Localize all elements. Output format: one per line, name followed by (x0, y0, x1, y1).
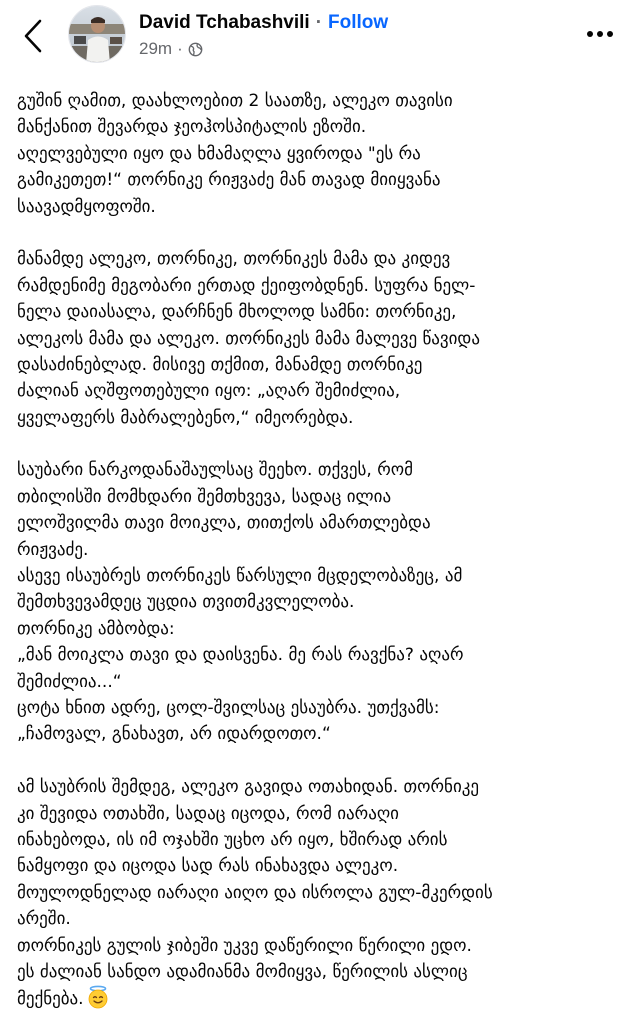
smiling-face-with-halo-icon (86, 985, 110, 1009)
paragraph-gap (17, 748, 622, 774)
text-line: ალეკოს მამა და ალეკო. თორნიკეს მამა მალევე წავიდა (17, 328, 480, 349)
text-line: თბილისში მომხდარი შემთხვევა, სადაც ილია (17, 486, 392, 507)
post-text (17, 88, 622, 1012)
last-text-line (17, 985, 622, 1011)
post-meta (139, 38, 203, 60)
text-line: დასაძინებლად. მისივე თქმით, მანამდე თორნიკე (17, 354, 423, 375)
paragraph-4 (17, 774, 622, 1012)
meta-separator: · (177, 39, 183, 58)
last-line-text: მექნება. (17, 989, 84, 1010)
text-line: გამიკეთეთ!“ თორნიკე რიჟვაძე მან თავად მიიყვანა (17, 170, 441, 191)
text-line: ასევე ისაუბრეს თორნიკეს წარსული მცდელობაზეც, ამ (17, 566, 463, 587)
text-line: ელოშვილმა თავი მოიკლა, თითქოს ამართლებდა (17, 513, 431, 534)
text-line: შემიძლია...“ (17, 671, 122, 692)
back-button[interactable] (16, 16, 50, 56)
text-line: საავადმყოფოში. (17, 196, 156, 217)
text-line: შემთხვევამდეც უცდია თვითმკვლელობა. (17, 592, 355, 613)
author-avatar[interactable] (68, 5, 126, 63)
text-line: ინახებოდა, ის იმ ოჯახში უცხო არ იყო, ხშირად არის (17, 829, 448, 850)
author-name[interactable]: David Tchabashvili (139, 12, 310, 33)
text-line: „მან მოიკლა თავი და დაისვენა. მე რას რავქნა? აღარ (17, 645, 464, 666)
text-line: ნამყოფი და იცოდა სად რას ინახავდა ალეკო. (17, 856, 399, 877)
paragraph-3 (17, 457, 622, 747)
avatar-photo (69, 6, 126, 63)
text-line: ამ საუბრის შემდეგ, ალეკო გავიდა ოთახიდან. თორნიკე (17, 777, 480, 798)
text-line: მანქანით შევარდა ჯეოჰოსპიტალის ეზოში. (17, 117, 367, 138)
text-line: ცოტა ხნით ადრე, ცოლ-შვილსაც ესაუბრა. უთქვამს: (17, 697, 440, 718)
text-line: გუშინ ღამით, დაახლოებით 2 საათზე, ალეკო თავისი (17, 91, 453, 111)
follow-button[interactable]: Follow (328, 12, 389, 33)
text-line: ნელა დაიასალა, დარჩნენ მხოლოდ სამნი: თორნიკე, (17, 302, 457, 323)
text-line: რამდენიმე მეგობარი ერთად ქეიფობდნენ. სუფრა ნელ- (17, 275, 476, 296)
chevron-left-icon (23, 18, 43, 54)
text-line: ძალიან აღშფოთებული იყო: „აღარ შემიძლია, (17, 381, 401, 402)
paragraph-2 (17, 246, 622, 431)
text-line: თორნიკეს გულის ჯიბეში უკვე დაწერილი წერილი ედო. (17, 935, 472, 956)
paragraph-gap (17, 431, 622, 457)
more-horizontal-icon (586, 30, 614, 38)
text-line: მოულოდნელად იარაღი აიღო და ისროლა გულ-მკერდის (17, 882, 493, 903)
post-timestamp[interactable]: 29m (139, 39, 173, 58)
text-line: ყველაფერს მაბრალებენო,“ იმეორებდა. (17, 407, 354, 428)
text-line: რიჟვაძე. (17, 539, 89, 560)
text-line: „ჩამოვალ, გნახავთ, არ იდარდოთო.“ (17, 724, 331, 745)
text-line: მანამდე ალეკო, თორნიკე, თორნიკეს მამა და კიდევ (17, 249, 451, 270)
paragraph-1 (17, 88, 622, 220)
text-line: ეს ძალიან სანდო ადამიანმა მომიყვა, წერილის ასლიც (17, 961, 468, 982)
text-line: აღელვებული იყო და ხმამაღლა ყვიროდა "ეს რა (17, 143, 421, 164)
text-line: არეში. (17, 909, 71, 930)
name-separator: · (315, 12, 323, 33)
text-line: საუბარი ნარკოდანაშაულსაც შეეხო. თქვეს, რომ (17, 460, 413, 481)
globe-icon (188, 42, 203, 57)
author-line (139, 10, 388, 36)
paragraph-gap (17, 220, 622, 246)
more-options-button[interactable] (583, 22, 617, 46)
text-line: თორნიკე ამბობდა: (17, 618, 175, 639)
text-line: კი შევიდა ოთახში, სადაც იცოდა, რომ იარაღი (17, 803, 399, 824)
post-header (0, 0, 635, 78)
